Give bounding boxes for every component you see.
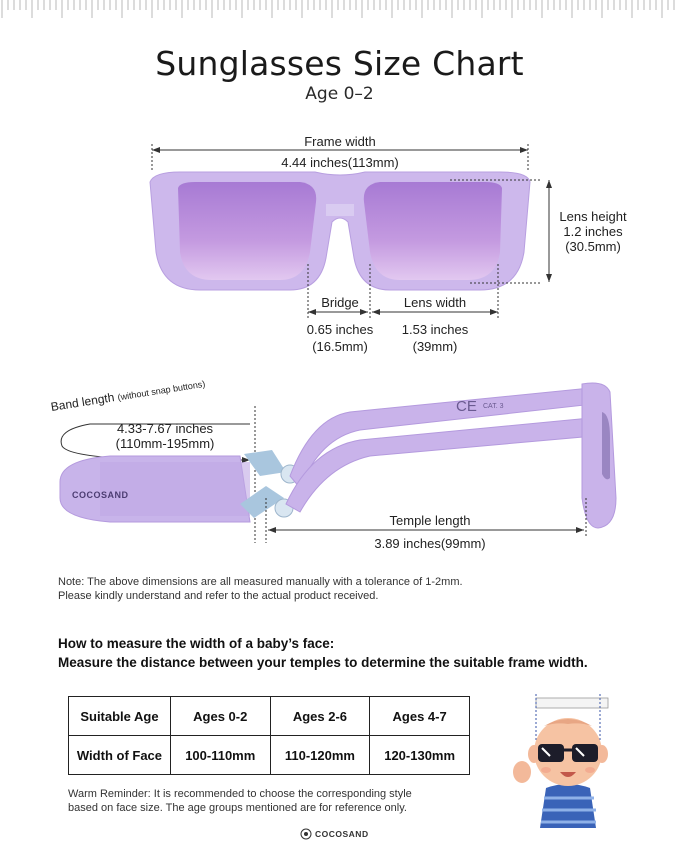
frame-width-value: 4.44 inches(113mm)	[281, 155, 399, 170]
lens-height-mm: (30.5mm)	[565, 239, 621, 254]
table-cell: 120-130mm	[370, 736, 470, 775]
note-line-1: Note: The above dimensions are all measured manually with a tolerance of 1-2mm.	[58, 576, 463, 588]
band-length-mm: (110mm-195mm)	[115, 436, 215, 451]
band-length-title: Band length	[49, 390, 116, 414]
strap-clip-top	[244, 450, 286, 476]
howto-instruction: Measure the distance between your temples to determine the suitable frame width.	[58, 655, 588, 670]
reminder-line-2: based on face size. The age groups mentioned are for reference only.	[68, 802, 407, 814]
bridge-label: Bridge	[321, 295, 359, 310]
bridge-inches: 0.65 inches	[306, 322, 374, 337]
table-cell: Ages 2-6	[270, 697, 370, 736]
side-sunglasses-illustration	[50, 378, 620, 553]
lens-width-label: Lens width	[403, 295, 467, 310]
band-length-note: (without snap buttons)	[116, 378, 206, 403]
table-row	[69, 697, 470, 736]
baby-illustration	[508, 692, 612, 832]
footer-brand: COCOSAND	[315, 829, 369, 839]
left-lens	[178, 182, 316, 280]
lens-height-label: Lens height	[559, 209, 627, 224]
table-cell: 110-120mm	[270, 736, 370, 775]
page-subtitle: Age 0–2	[305, 84, 374, 104]
ruler-decoration	[0, 0, 679, 22]
table-cell: Ages 0-2	[170, 697, 270, 736]
frame-width-label: Frame width	[304, 134, 376, 149]
bridge-mm: (16.5mm)	[312, 339, 368, 354]
frame-side	[582, 383, 616, 528]
right-lens	[364, 182, 502, 280]
temple-length-value: 3.89 inches(99mm)	[374, 536, 486, 551]
temple-length-label: Temple length	[389, 513, 471, 528]
brand-logo-icon	[300, 828, 312, 840]
page-title: Sunglasses Size Chart	[155, 44, 524, 83]
size-table	[68, 696, 470, 775]
note-line-2: Please kindly understand and refer to the actual product received.	[58, 590, 379, 602]
howto-heading: How to measure the width of a baby’s face:	[58, 636, 335, 651]
lens-height-inches: 1.2 inches	[563, 224, 623, 239]
table-cell: 100-110mm	[170, 736, 270, 775]
reminder-line-1: Warm Reminder: It is recommended to choose the corresponding style	[68, 788, 412, 800]
table-cell: Width of Face	[69, 736, 171, 775]
ce-mark: CE	[456, 398, 477, 415]
table-cell: Suitable Age	[69, 697, 171, 736]
table-row	[69, 736, 470, 775]
cat-mark: CAT. 3	[483, 403, 504, 410]
lens-width-mm: (39mm)	[412, 339, 458, 354]
band-length-inches: 4.33-7.67 inches	[116, 421, 214, 436]
strap-brand-text: COCOSAND	[72, 490, 129, 500]
lens-width-inches: 1.53 inches	[401, 322, 469, 337]
table-cell: Ages 4-7	[370, 697, 470, 736]
